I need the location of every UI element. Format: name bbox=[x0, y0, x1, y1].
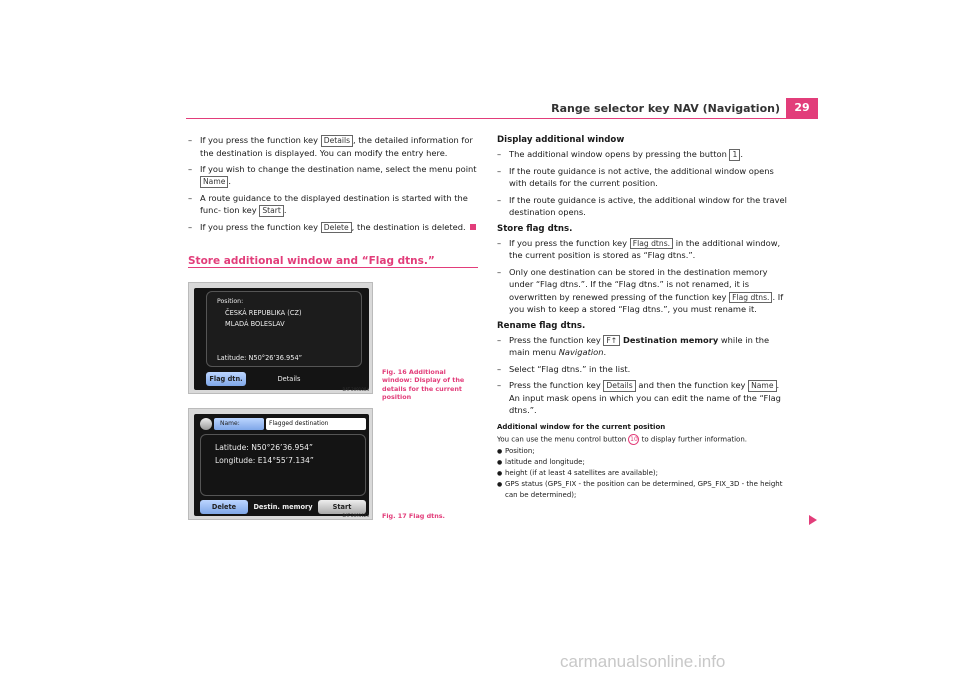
watermark: carmanualsonline.info bbox=[560, 652, 726, 671]
list-item: – If you press the function key Delete , the destination is deleted. bbox=[188, 221, 478, 234]
start-button[interactable]: Start bbox=[318, 500, 366, 514]
delete-key: Delete bbox=[321, 222, 352, 234]
details-key: Details bbox=[321, 135, 353, 147]
section-rule bbox=[188, 267, 478, 268]
dash: – bbox=[497, 149, 502, 160]
button-1-key: 1 bbox=[729, 149, 740, 161]
position-label: Position: bbox=[217, 298, 244, 305]
figure-17-caption: Fig. 17 Flag dtns. bbox=[382, 512, 445, 520]
list-item: – If you wish to change the destination name, select the menu point Name . bbox=[188, 163, 477, 187]
subheading: Store flag dtns. bbox=[497, 223, 573, 234]
details-key: Details bbox=[603, 380, 635, 392]
list-item: – A route guidance to the displayed destination is started with the func- tion key Start . bbox=[188, 192, 468, 216]
dash: – bbox=[188, 135, 193, 145]
details-button[interactable]: Details bbox=[277, 375, 301, 383]
section-end-icon bbox=[470, 224, 476, 230]
dash: – bbox=[497, 165, 502, 176]
flag-icon-key: F↑ bbox=[603, 335, 620, 347]
list-item: – If you press the function key Flag dtns. in the additional window, the current position is stored as “Flag dtns.”. bbox=[497, 237, 781, 261]
figure-16-screen bbox=[188, 282, 373, 394]
dash: – bbox=[188, 221, 193, 232]
dash: – bbox=[497, 334, 502, 345]
destination-memory-button[interactable]: Destin. memory bbox=[253, 503, 313, 511]
header-title: Range selector key NAV (Navigation) bbox=[551, 102, 780, 115]
dash: – bbox=[497, 194, 502, 205]
name-label: Name: bbox=[214, 418, 264, 430]
name-key: Name bbox=[200, 176, 228, 188]
latitude-text: Latitude: N50°26’36.954” bbox=[215, 443, 313, 452]
dash: – bbox=[497, 380, 502, 391]
list-item: – If the route guidance is not active, the additional window opens with details for the current position. bbox=[497, 165, 774, 189]
bullet-item: ● latitude and longitude; bbox=[497, 457, 787, 468]
control-button-10-icon: 10 bbox=[630, 436, 638, 443]
name-key: Name bbox=[748, 380, 776, 392]
figure-17-screen bbox=[188, 408, 373, 520]
bullet-item: ● Position; bbox=[497, 446, 787, 457]
dash: – bbox=[497, 237, 502, 248]
country-text: ČESKÁ REPUBLIKA (CZ) bbox=[225, 309, 302, 317]
header-rule bbox=[186, 118, 818, 119]
flag-dtns-key: Flag dtns. bbox=[630, 238, 673, 250]
dash: – bbox=[188, 192, 193, 203]
figure-16-caption: Fig. 16 Additional window: Display of the details for the current position bbox=[382, 368, 465, 402]
figure-code: BAT-2091084 bbox=[342, 387, 369, 392]
list-item: – If the route guidance is active, the additional window for the travel destination opens. bbox=[497, 194, 787, 218]
menu-circle-icon[interactable] bbox=[200, 418, 212, 430]
display bbox=[194, 288, 369, 390]
subheading: Rename flag dtns. bbox=[497, 320, 586, 331]
next-page-arrow-icon bbox=[809, 515, 817, 525]
list-item: – Press the function key Details and then the function key Name . An input mask opens in which you can edit the name of the “Flag dtns.”. bbox=[497, 380, 781, 416]
flag-dtn-button[interactable]: Flag dtn. bbox=[206, 372, 246, 386]
start-key: Start bbox=[259, 205, 284, 217]
page-number: 29 bbox=[786, 98, 818, 118]
list-item: – Select “Flag dtns.” in the list. bbox=[497, 363, 631, 374]
list-item: – The additional window opens by pressing the button 1 . bbox=[497, 149, 743, 160]
dash: – bbox=[188, 163, 193, 174]
info-panel bbox=[206, 291, 362, 367]
right-column bbox=[497, 134, 787, 501]
dash: – bbox=[497, 363, 502, 374]
page-header bbox=[0, 98, 960, 120]
display bbox=[194, 414, 369, 516]
name-field[interactable]: Flagged destination bbox=[266, 418, 366, 430]
paragraph: You can use the menu control button 10 to display further information. bbox=[497, 435, 748, 444]
bullet-item: ● height (if at least 4 satellites are available); bbox=[497, 468, 787, 479]
section-title: Store additional window and “Flag dtns.” bbox=[188, 255, 435, 267]
latitude-text: Latitude: N50°26’36.954” bbox=[217, 354, 303, 362]
flag-dtns-key: Flag dtns. bbox=[729, 292, 772, 304]
subheading: Additional window for the current position bbox=[497, 422, 666, 431]
subheading: Display additional window bbox=[497, 135, 625, 145]
bullet-item: ● GPS status (GPS_FIX - the position can be determined, GPS_FIX_3D - the height can be determined); bbox=[497, 479, 787, 501]
list-item: – Press the function key F↑ Destination memory while in the main menu Navigation. bbox=[497, 334, 770, 358]
coordinates-panel bbox=[200, 434, 366, 496]
city-text: MLADÁ BOLESLAV bbox=[225, 320, 285, 328]
delete-button[interactable]: Delete bbox=[200, 500, 248, 514]
list-item: – Only one destination can be stored in the destination memory under “Flag dtns.”. If the “Flag dtns.” is not renamed, it is overwritten by renewed pressing of the function key Flag dtns. . If you wish to keep a stored “Flag dtns.”, you must rename it. bbox=[497, 266, 784, 315]
longitude-text: Longitude: E14°55’7.134” bbox=[215, 456, 314, 465]
left-column bbox=[188, 134, 478, 237]
figure-code: BAT-2091123 bbox=[342, 513, 369, 518]
list-item: – If you press the function key Details , the detailed information for the destination is displayed. You can modify the entry here. bbox=[188, 135, 473, 158]
dash: – bbox=[497, 266, 502, 277]
